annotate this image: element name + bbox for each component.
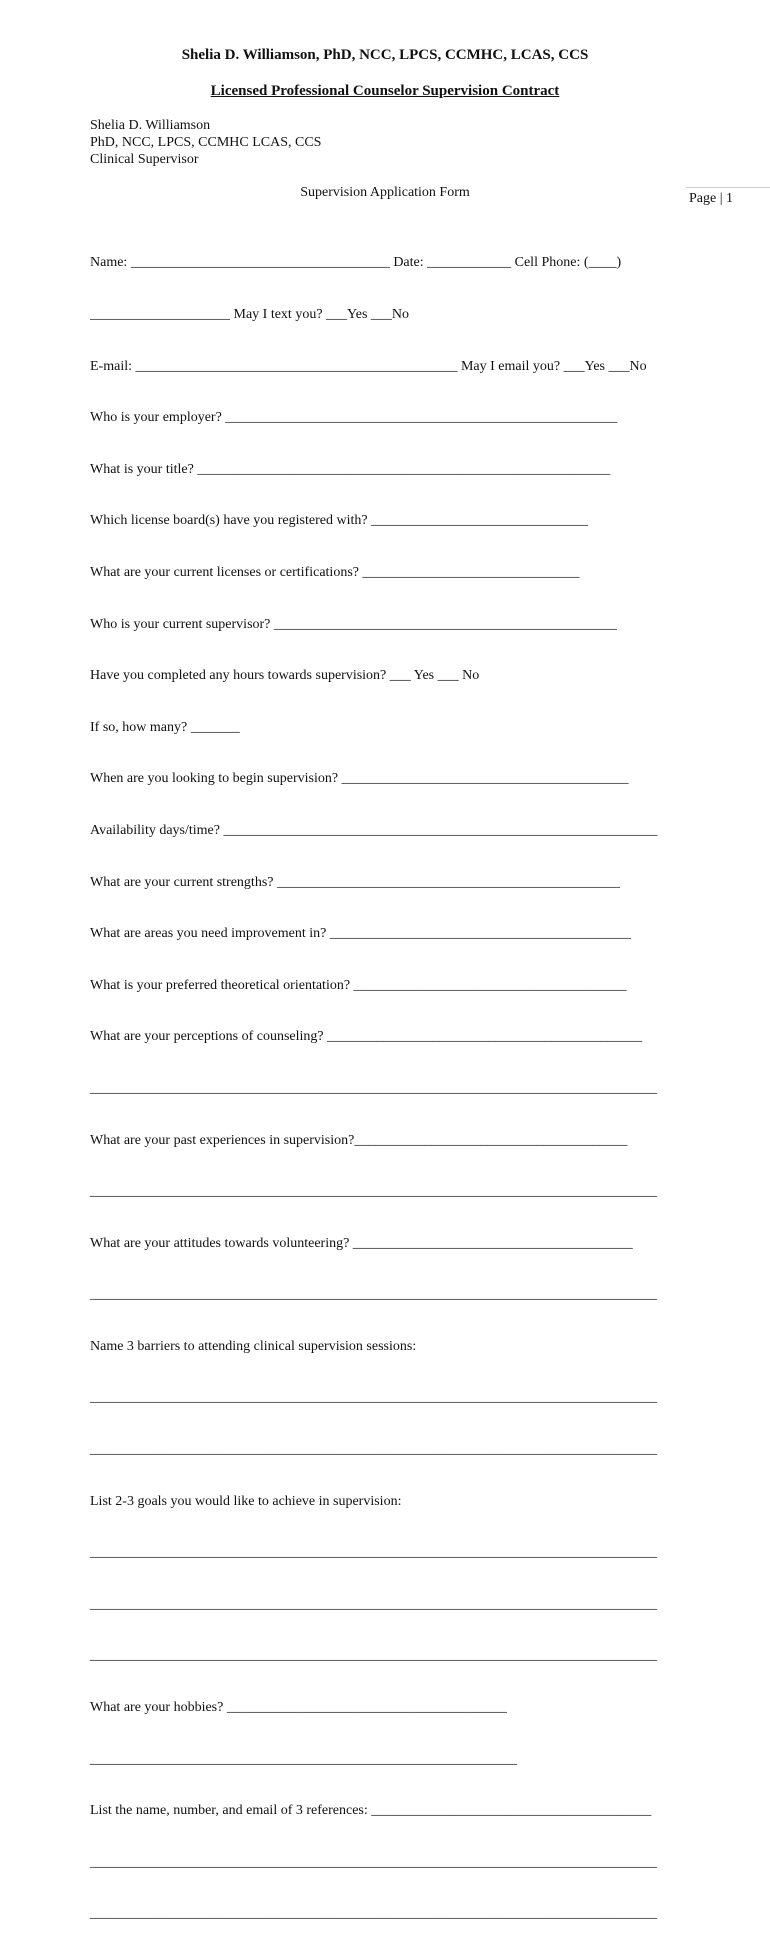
contract-subtitle: Licensed Professional Counselor Supervision Contract xyxy=(210,83,560,99)
form-blank-line[interactable]: _________________________________________________________________________________ xyxy=(90,1854,657,1870)
form-line-hours-completed[interactable]: Have you completed any hours towards supervision? ___ Yes ___ No xyxy=(90,668,480,684)
form-blank-line[interactable]: _________________________________________________________________________________ xyxy=(90,1390,657,1406)
page-number: Page | 1 xyxy=(689,191,734,206)
form-line-name[interactable]: Name: _____________________________________ Date: ____________ Cell Phone: (____) xyxy=(90,255,622,271)
form-blank-line[interactable]: _________________________________________________________________________________ xyxy=(90,1596,657,1612)
form-blank-line[interactable]: _________________________________________________________________________________ xyxy=(90,1442,657,1458)
form-blank-line[interactable]: _____________________________________________________________ xyxy=(90,1751,517,1767)
form-line-license-board[interactable]: Which license board(s) have you registered with? _______________________________ xyxy=(90,513,589,529)
form-blank-line[interactable]: _________________________________________________________________________________ xyxy=(90,1648,657,1664)
form-line-strengths[interactable]: What are your current strengths? _________________________________________________ xyxy=(90,874,620,890)
form-line-improvement[interactable]: What are areas you need improvement in? ___________________________________________ xyxy=(90,926,631,942)
form-line-perceptions[interactable]: What are your perceptions of counseling? _____________________________________________ xyxy=(90,1029,643,1045)
form-line-past-experiences[interactable]: What are your past experiences in supervision?_______________________________________ xyxy=(90,1132,628,1148)
form-line-supervisor[interactable]: Who is your current supervisor? _________________________________________________ xyxy=(90,616,617,632)
form-blank-line[interactable]: _________________________________________________________________________________ xyxy=(90,1184,657,1200)
form-line-goals: List 2-3 goals you would like to achieve in supervision: xyxy=(90,1493,402,1509)
form-line-email[interactable]: E-mail: ______________________________________________ May I email you? ___Yes ___No xyxy=(90,358,647,374)
page-title: Shelia D. Williamson, PhD, NCC, LPCS, CCMHC, LCAS, CCS xyxy=(181,47,589,63)
form-line-employer[interactable]: Who is your employer? ________________________________________________________ xyxy=(90,410,618,426)
form-line-hours-count[interactable]: If so, how many? _______ xyxy=(90,719,240,735)
supervisor-info xyxy=(90,117,321,168)
form-line-barriers: Name 3 barriers to attending clinical supervision sessions: xyxy=(90,1338,417,1354)
supervisor-credentials: PhD, NCC, LPCS, CCMHC LCAS, CCS xyxy=(90,135,322,150)
supervisor-name: Shelia D. Williamson xyxy=(90,118,211,133)
form-blank-line[interactable]: _________________________________________________________________________________ xyxy=(90,1545,657,1561)
form-line-volunteering[interactable]: What are your attitudes towards volunteering? ________________________________________ xyxy=(90,1235,633,1251)
page-divider xyxy=(686,187,770,188)
form-line-orientation[interactable]: What is your preferred theoretical orientation? _______________________________________ xyxy=(90,977,627,993)
form-blank-line[interactable]: _________________________________________________________________________________ xyxy=(90,1906,657,1922)
form-line-availability[interactable]: Availability days/time? ______________________________________________________________ xyxy=(90,822,658,838)
supervisor-role: Clinical Supervisor xyxy=(90,152,199,167)
form-line-start[interactable]: When are you looking to begin supervision? _________________________________________ xyxy=(90,771,629,787)
form-line-text-permission[interactable]: ____________________ May I text you? ___Yes ___No xyxy=(90,307,410,322)
application-form xyxy=(90,220,690,1957)
form-blank-line[interactable]: _________________________________________________________________________________ xyxy=(90,1287,657,1303)
form-title: Supervision Application Form xyxy=(300,185,470,200)
form-line-hobbies[interactable]: What are your hobbies? ________________________________________ xyxy=(90,1700,507,1716)
form-line-licenses[interactable]: What are your current licenses or certifications? _______________________________ xyxy=(90,564,580,580)
form-line-references[interactable]: List the name, number, and email of 3 references: ________________________________________ xyxy=(90,1803,652,1819)
form-blank-line[interactable]: _________________________________________________________________________________ xyxy=(90,1080,657,1096)
form-line-title[interactable]: What is your title? ___________________________________________________________ xyxy=(90,461,611,477)
